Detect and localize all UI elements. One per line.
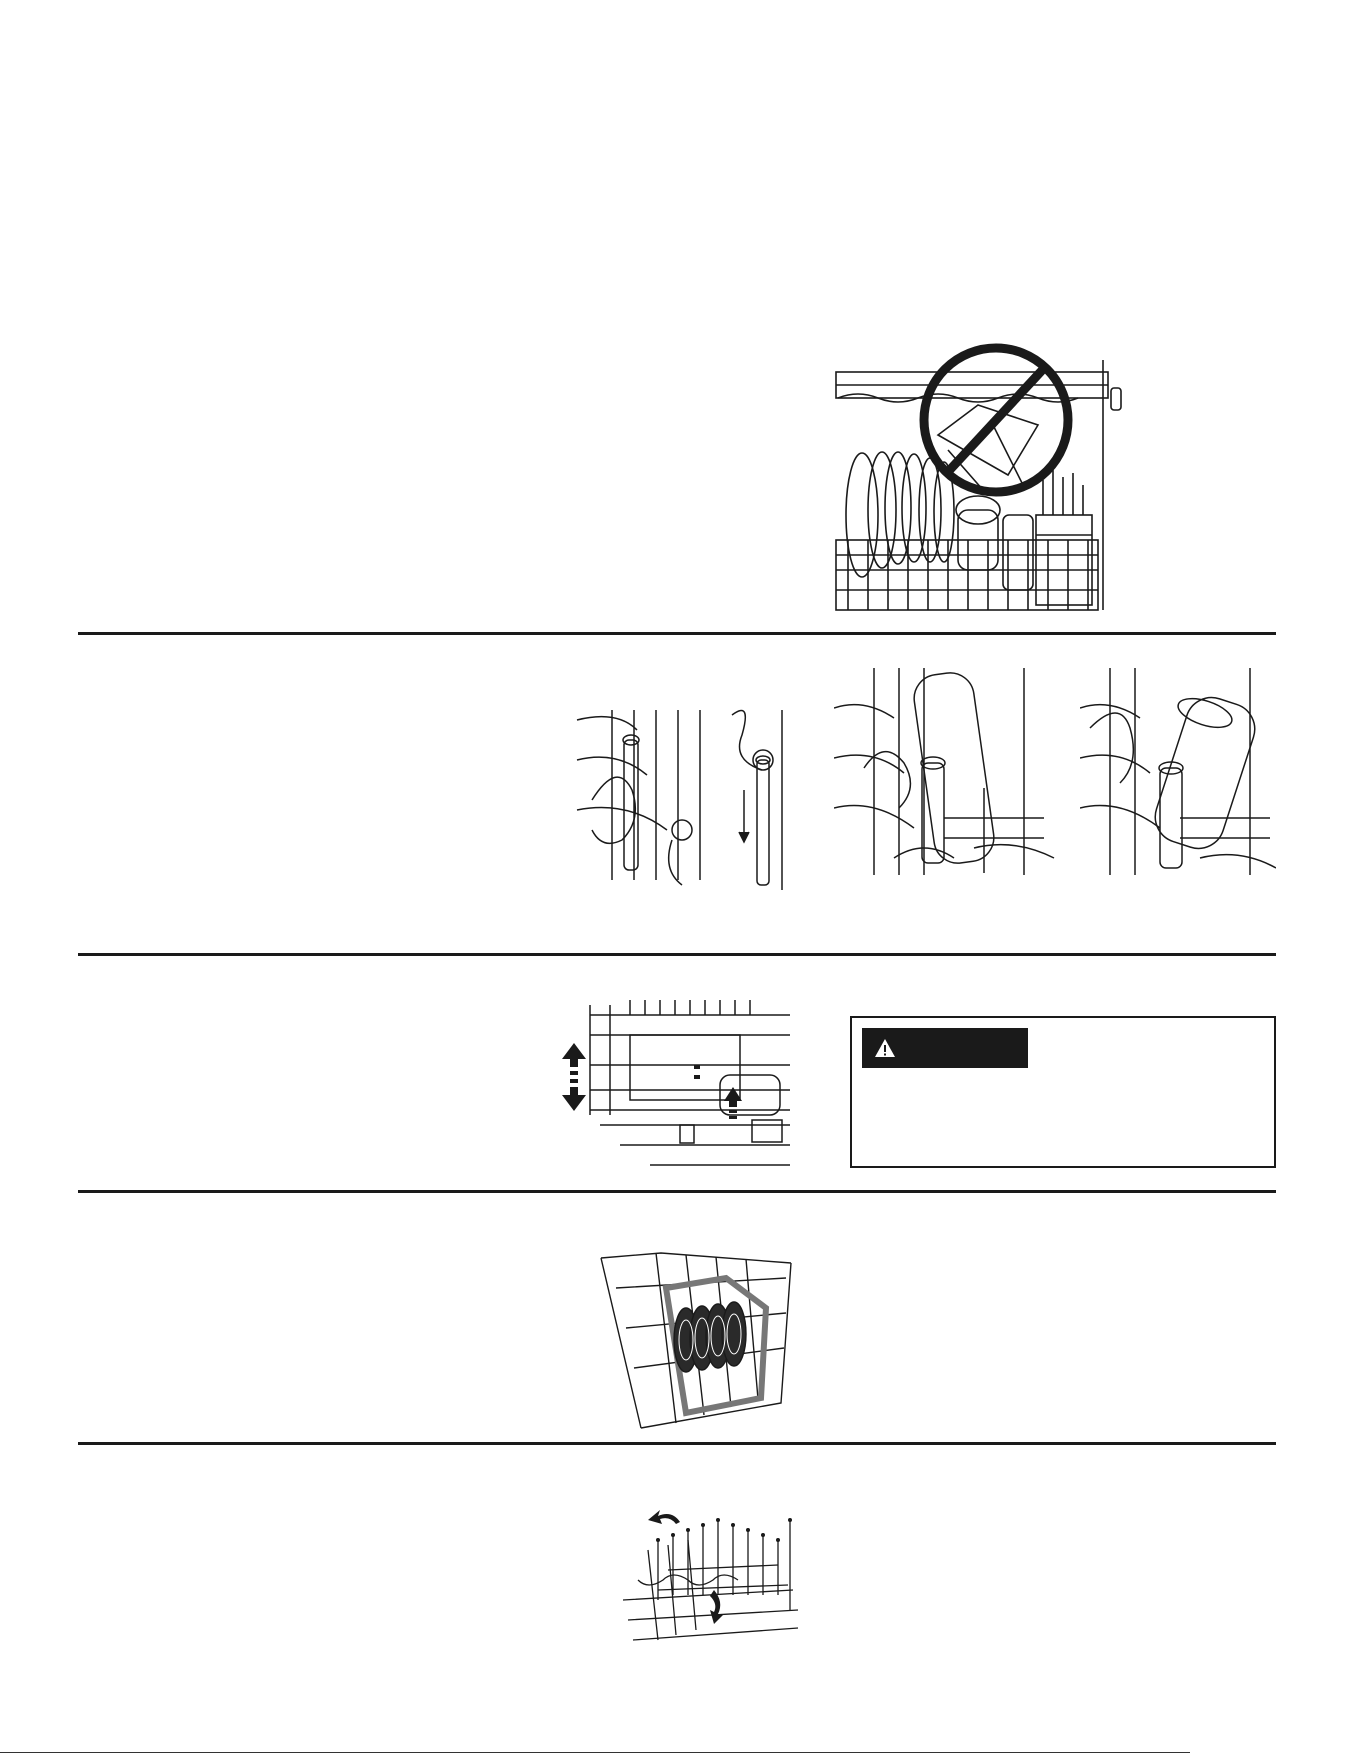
fold-down-tines-illustration [618, 1490, 804, 1646]
rack-height-adjust-figure [560, 995, 792, 1173]
bottle-jet-bottle-side-figure [834, 668, 1056, 875]
section-divider [78, 1190, 1276, 1193]
footer-rule [0, 1752, 1190, 1753]
section-divider [78, 632, 1276, 635]
bottle-jet-bottle-side-illustration [834, 668, 1056, 875]
bottle-jet-bottle-front-illustration [1080, 668, 1276, 875]
rack-height-adjust-illustration [560, 995, 792, 1173]
warning-badge [862, 1028, 1028, 1068]
warning-triangle-icon [874, 1038, 896, 1058]
bottle-jet-detach-figure [572, 700, 808, 890]
bottle-jet-detach-illustration [572, 700, 808, 890]
warning-box [850, 1016, 1276, 1168]
rack-no-load-figure [828, 340, 1126, 615]
bottom-rack-plates-illustration [596, 1248, 794, 1436]
section-divider [78, 1442, 1276, 1445]
fold-down-tines-figure [618, 1490, 804, 1646]
section-divider [78, 953, 1276, 956]
bottle-jet-bottle-front-figure [1080, 668, 1276, 875]
rack-no-load-illustration [828, 340, 1126, 615]
bottom-rack-plates-figure [596, 1248, 794, 1436]
